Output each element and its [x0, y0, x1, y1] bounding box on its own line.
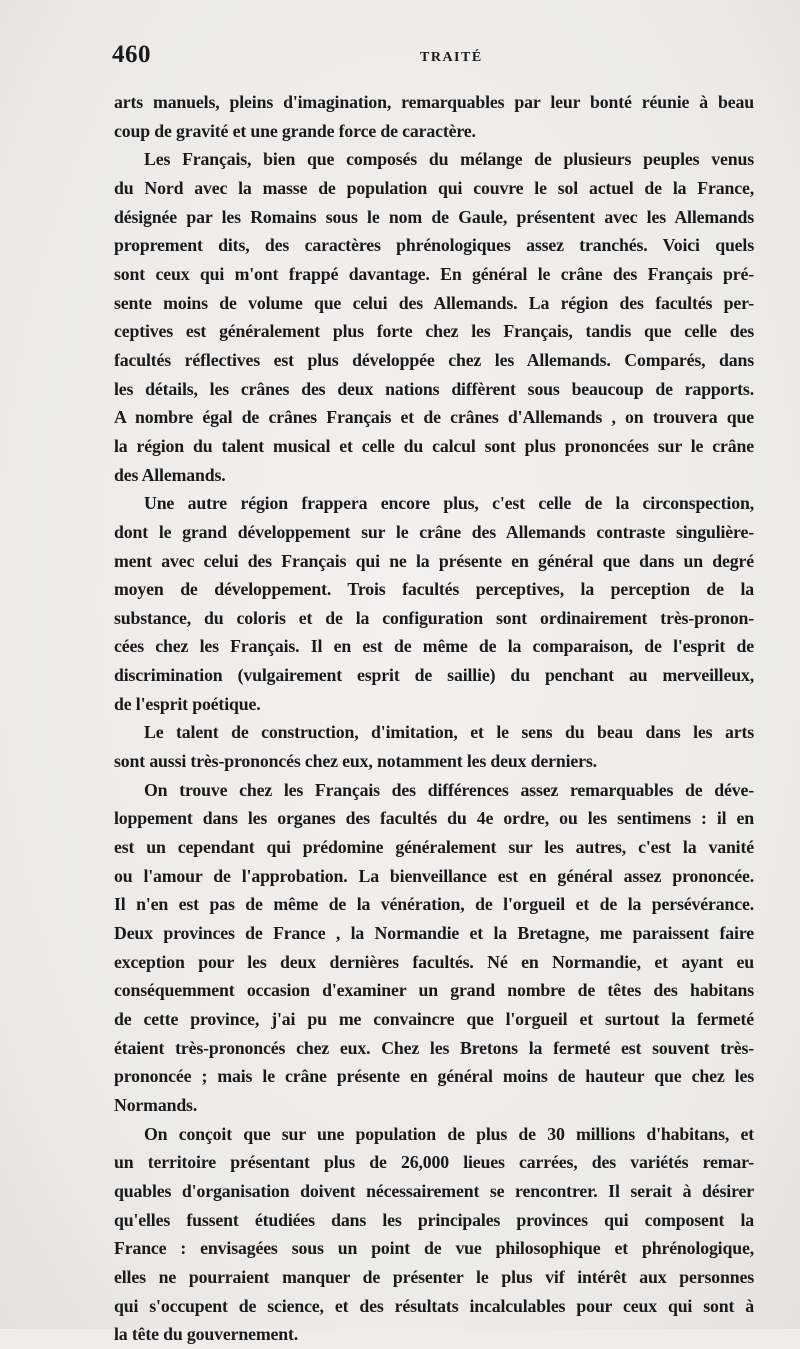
text-line: facultés réflectives est plus développée chez les Allemands. Comparés, dans: [114, 349, 754, 370]
text-line: sont ceux qui m'ont frappé davantage. En général le crâne des Français pré-: [114, 263, 754, 284]
text-line: coup de gravité et une grande force de caractère.: [114, 120, 476, 141]
paragraph: [114, 718, 754, 775]
text-line: Deux provinces de France , la Normandie et la Bretagne, me paraissent faire: [114, 923, 754, 944]
text-line: loppement dans les organes des facultés du 4e ordre, ou les sentimens : il en: [114, 808, 754, 829]
text-line: la tête du gouvernement.: [114, 1324, 299, 1345]
text-line: A nombre égal de crânes Français et de crânes d'Allemands , on trouvera que: [114, 407, 754, 428]
text-line: Normands.: [114, 1094, 198, 1115]
page-number: 460: [112, 41, 151, 68]
text-line: substance, du coloris et de la configuration sont ordinairement très-pronon-: [114, 607, 754, 628]
text-line: On conçoit que sur une population de plus de 30 millions d'habitans, et: [144, 1123, 754, 1144]
text-line: proprement dits, des caractères phrénologiques assez tranchés. Voici quels: [114, 235, 754, 256]
text-line: moyen de développement. Trois facultés perceptives, la perception de la: [114, 579, 754, 600]
paragraph: [114, 145, 754, 489]
paragraph: [114, 776, 754, 1120]
text-line: cées chez les Français. Il en est de même de la comparaison, de l'esprit de: [114, 636, 754, 657]
text-line: un territoire présentant plus de 26,000 lieues carrées, des variétés remar-: [114, 1152, 754, 1173]
text-line: Le talent de construction, d'imitation, et le sens du beau dans les arts: [144, 722, 754, 743]
text-line: sont aussi très-prononcés chez eux, notamment les deux derniers.: [114, 751, 597, 772]
paragraph: [114, 489, 754, 718]
text-line: quables d'organisation doivent nécessairement se rencontrer. Il serait à désirer: [114, 1180, 754, 1201]
text-line: On trouve chez les Français des différences assez remarquables de déve-: [144, 779, 754, 800]
text-line: étaient très-prononcés chez eux. Chez les Bretons la fermeté est souvent très-: [114, 1037, 754, 1058]
text-line: Une autre région frappera encore plus, c'est celle de la circonspection,: [144, 493, 754, 514]
text-line: exception pour les deux dernières facultés. Né en Normandie, et ayant eu: [114, 951, 754, 972]
text-line: dont le grand développement sur le crâne des Allemands contraste singulière-: [114, 521, 754, 542]
body-text: [114, 88, 754, 1349]
text-line: prononcée ; mais le crâne présente en général moins de hauteur que chez les: [114, 1066, 754, 1087]
text-line: ment avec celui des Français qui ne la présente en général que dans un degré: [114, 550, 754, 571]
text-line: France : envisagées sous un point de vue philosophique et phrénologique,: [114, 1238, 754, 1259]
text-line: ou l'amour de l'approbation. La bienveillance est en général assez prononcée.: [114, 865, 754, 886]
page-header: [112, 41, 752, 71]
text-line: ceptives est généralement plus forte chez les Français, tandis que celle des: [114, 321, 754, 342]
text-line: les détails, les crânes des deux nations diffèrent sous beaucoup de rapports.: [114, 378, 754, 399]
text-line: discrimination (vulgairement esprit de saillie) du penchant au merveilleux,: [114, 665, 754, 686]
text-line: arts manuels, pleins d'imagination, remarquables par leur bonté réunie à beau: [114, 92, 754, 112]
text-line: des Allemands.: [114, 464, 226, 485]
paragraph: [114, 1120, 754, 1349]
text-line: sente moins de volume que celui des Allemands. La région des facultés per-: [114, 292, 754, 313]
paragraph: [114, 88, 754, 145]
text-line: du Nord avec la masse de population qui couvre le sol actuel de la France,: [114, 177, 754, 198]
text-line: qui s'occupent de science, et des résultats incalculables pour ceux qui sont à: [114, 1295, 754, 1316]
text-line: de l'esprit poétique.: [114, 693, 261, 714]
text-line: désignée par les Romains sous le nom de Gaule, présentent avec les Allemands: [114, 206, 754, 227]
text-line: qu'elles fussent étudiées dans les principales provinces qui composent la: [114, 1209, 754, 1230]
text-line: de cette province, j'ai pu me convaincre que l'orgueil et surtout la fermeté: [114, 1009, 754, 1029]
text-line: Il n'en est pas de même de la vénération, de l'orgueil et de la persévérance.: [114, 894, 754, 915]
text-line: est un cependant qui prédomine généralement sur les autres, c'est la vanité: [114, 837, 754, 858]
text-line: elles ne pourraient manquer de présenter le plus vif intérêt aux personnes: [114, 1266, 754, 1287]
running-head: TRAITÉ: [420, 50, 483, 65]
text-line: la région du talent musical et celle du calcul sont plus prononcées sur le crâne: [114, 435, 754, 456]
text-line: conséquemment occasion d'examiner un grand nombre de têtes des habitans: [114, 980, 754, 1001]
text-line: Les Français, bien que composés du mélange de plusieurs peuples venus: [144, 149, 754, 170]
